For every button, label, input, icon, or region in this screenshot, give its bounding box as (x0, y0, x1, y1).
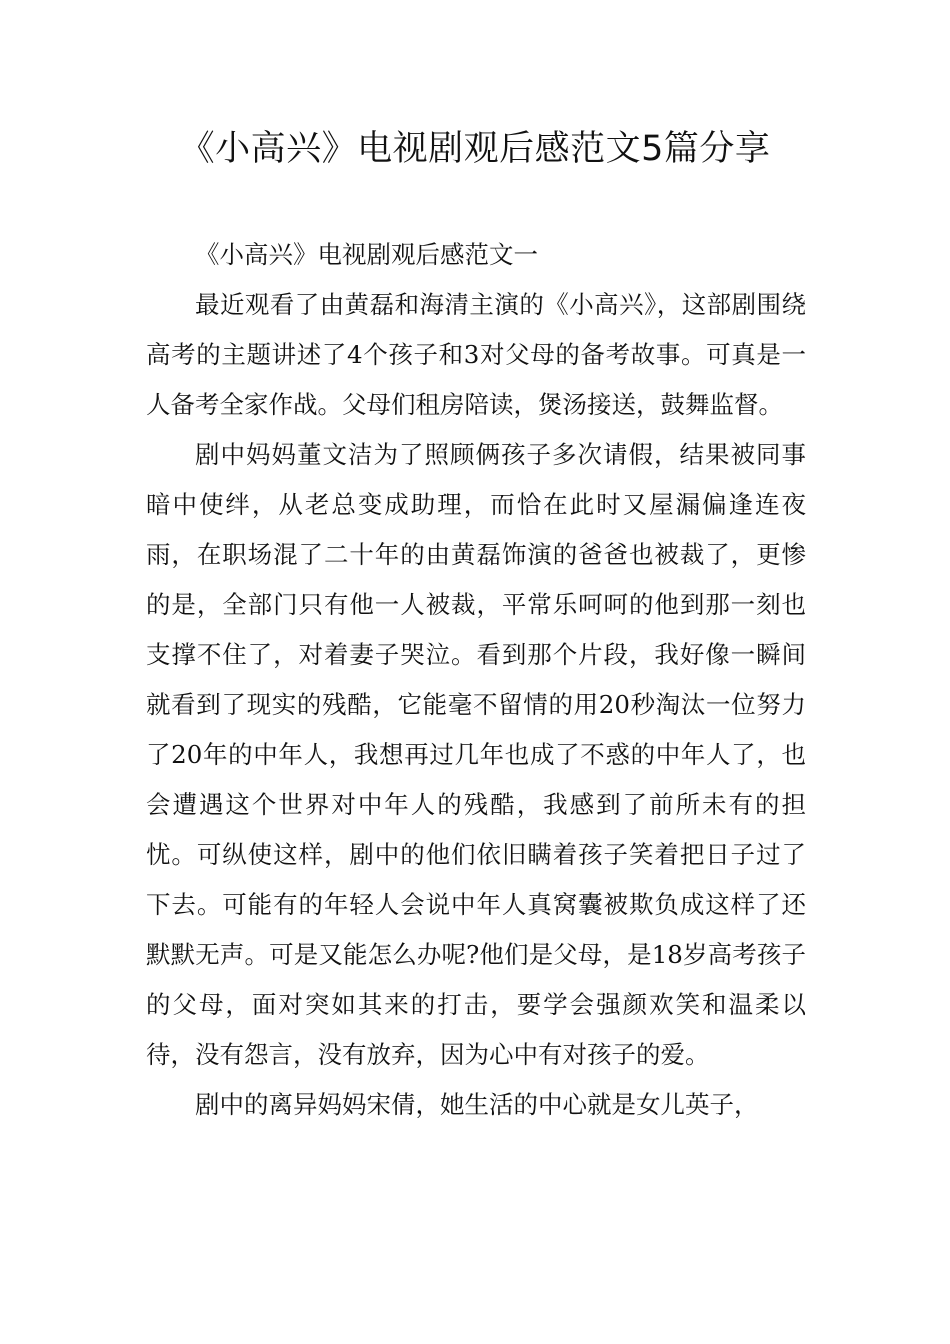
paragraph: 剧中的离异妈妈宋倩，她生活的中心就是女儿英子， (195, 1090, 759, 1119)
document-title: 《小高兴》电视剧观后感范文5篇分享 (179, 129, 771, 169)
paragraph: 最近观看了由黄磊和海清主演的《小高兴》，这部剧围绕高考的主题讲述了4个孩子和3对父母的备考故事。可真是一人备考全家作战。父母们租房陪读，煲汤接送，鼓舞监督。 (146, 290, 806, 419)
paragraph: 剧中妈妈董文洁为了照顾俩孩子多次请假，结果被同事暗中使绊，从老总变成助理，而恰在此时又屋漏偏逢连夜雨，在职场混了二十年的由黄磊饰演的爸爸也被裁了，更惨的是，全部门只有他一人被裁，平常乐呵呵的他到那一刻也支撑不住了，对着妻子哭泣。看到那个片段，我好像一瞬间就看到了现实的残酷，它能毫不留情的用20秒淘汰一位努力了20年的中年人，我想再过几年也成了不惑的中年人了，也会遭遇这个世界对中年人的残酷，我感到了前所未有的担忧。可纵使这样，剧中的他们依旧瞒着孩子笑着把日子过了下去。可能有的年轻人会说中年人真窝囊被欺负成这样了还默默无声。可是又能怎么办呢?他们是父母，是18岁高考孩子的父母，面对突如其来的打击，要学会强颜欢笑和温柔以待，没有怨言，没有放弃，因为心中有对孩子的爱。 (146, 440, 806, 1069)
document-body (146, 230, 806, 1130)
section-heading: 《小高兴》电视剧观后感范文一 (195, 240, 538, 269)
